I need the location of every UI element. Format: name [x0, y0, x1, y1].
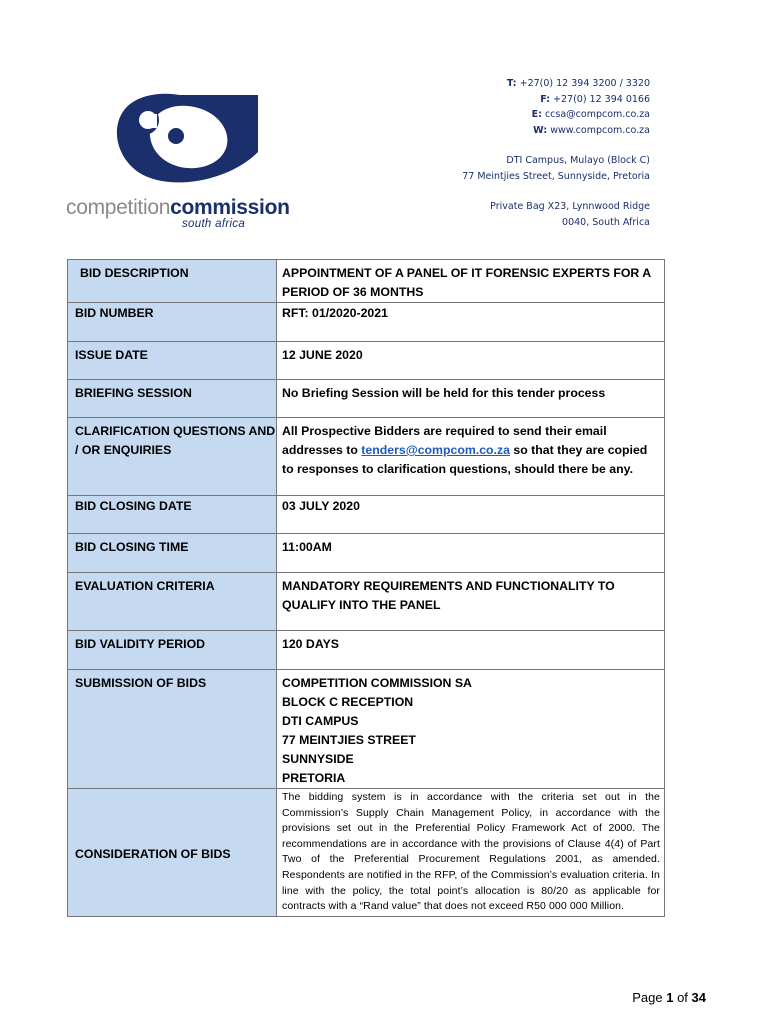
table-row-submission: [68, 670, 665, 789]
table-row-closing-date: [68, 496, 665, 534]
logo-wordmark: [66, 196, 290, 220]
contact-email: E: ccsa@compcom.co.za: [531, 109, 650, 120]
row-value: 120 DAYS: [277, 631, 665, 670]
row-label: CONSIDERATION OF BIDS: [68, 789, 277, 917]
row-label: BRIEFING SESSION: [68, 380, 277, 418]
row-value: All Prospective Bidders are required to send their email addresses to tenders@compcom.co.za so that they are copied to responses to clarification questions, should there be any.: [277, 418, 665, 496]
logo-emblem-icon: [108, 92, 258, 192]
row-value: The bidding system is in accordance with the criteria set out in the Commission’s Supply Chain Management Policy, in accordance with the provisions set out in the Preferential Policy Framework Act of 2000. The recommendations are in accordance with the provisions of Clause 4(4) of Part Two of the Preferential Procurement Regulations 2001, as amended. Respondents are notified in the RFP, of the Commission’s evaluation criteria. In line with the policy, the total point’s allocation is 80/20 as applicable for contracts with a “Rand value” that does not exceed R50 000 000 Million.: [277, 789, 665, 917]
submission-line: BLOCK C RECEPTION: [282, 695, 414, 709]
row-label: EVALUATION CRITERIA: [68, 573, 277, 631]
table-row-consideration: [68, 789, 665, 917]
row-value: 12 JUNE 2020: [277, 342, 665, 380]
contact-fax: F: +27(0) 12 394 0166: [540, 93, 650, 105]
table-row-evaluation-criteria: [68, 573, 665, 631]
table-row-bid-description: [68, 260, 665, 303]
tender-email-link[interactable]: tenders@compcom.co.za: [361, 443, 510, 457]
row-value: RFT: 01/2020-2021: [277, 303, 665, 342]
row-label: BID DESCRIPTION: [68, 260, 277, 303]
company-logo: [66, 92, 306, 232]
table-row-bid-number: [68, 303, 665, 342]
table-row-briefing-session: [68, 380, 665, 418]
row-value: No Briefing Session will be held for this tender process: [277, 380, 665, 418]
logo-word-bold: commission: [170, 196, 290, 219]
row-label: CLARIFICATION QUESTIONS AND / OR ENQUIRIES: [68, 418, 277, 496]
page-number: Page 1 of 34: [632, 990, 706, 1005]
submission-line: 77 MEINTJIES STREET: [282, 733, 416, 747]
table-row-issue-date: [68, 342, 665, 380]
row-label: BID NUMBER: [68, 303, 277, 342]
table-row-closing-time: [68, 534, 665, 573]
contact-block: [462, 76, 650, 230]
table-row-clarification: [68, 418, 665, 496]
row-value: MANDATORY REQUIREMENTS AND FUNCTIONALITY TO QUALIFY INTO THE PANEL: [277, 573, 665, 631]
submission-line: PRETORIA: [282, 771, 346, 785]
row-value: APPOINTMENT OF A PANEL OF IT FORENSIC EXPERTS FOR A PERIOD OF 36 MONTHS: [277, 260, 665, 303]
bid-details-table: [67, 259, 665, 917]
submission-line: DTI CAMPUS: [282, 714, 359, 728]
row-label: SUBMISSION OF BIDS: [68, 670, 277, 789]
row-value: 03 JULY 2020: [277, 496, 665, 534]
submission-line: COMPETITION COMMISSION SA: [282, 676, 472, 690]
row-label: BID CLOSING TIME: [68, 534, 277, 573]
row-label: BID VALIDITY PERIOD: [68, 631, 277, 670]
row-value: 11:00AM: [277, 534, 665, 573]
logo-word-light: competition: [66, 196, 171, 219]
submission-line: SUNNYSIDE: [282, 752, 354, 766]
contact-postal-line1: Private Bag X23, Lynnwood Ridge: [490, 201, 650, 212]
contact-address-line1: DTI Campus, Mulayo (Block C): [506, 155, 650, 166]
row-label: BID CLOSING DATE: [68, 496, 277, 534]
row-value: [277, 670, 665, 789]
contact-tel: T: +27(0) 12 394 3200 / 3320: [506, 78, 650, 89]
contact-postal-line2: 0040, South Africa: [562, 216, 650, 228]
table-row-validity-period: [68, 631, 665, 670]
row-label: ISSUE DATE: [68, 342, 277, 380]
contact-address-line2: 77 Meintjies Street, Sunnyside, Pretoria: [462, 170, 650, 182]
logo-subtitle: south africa: [182, 218, 246, 230]
contact-web: W: www.compcom.co.za: [533, 124, 650, 136]
